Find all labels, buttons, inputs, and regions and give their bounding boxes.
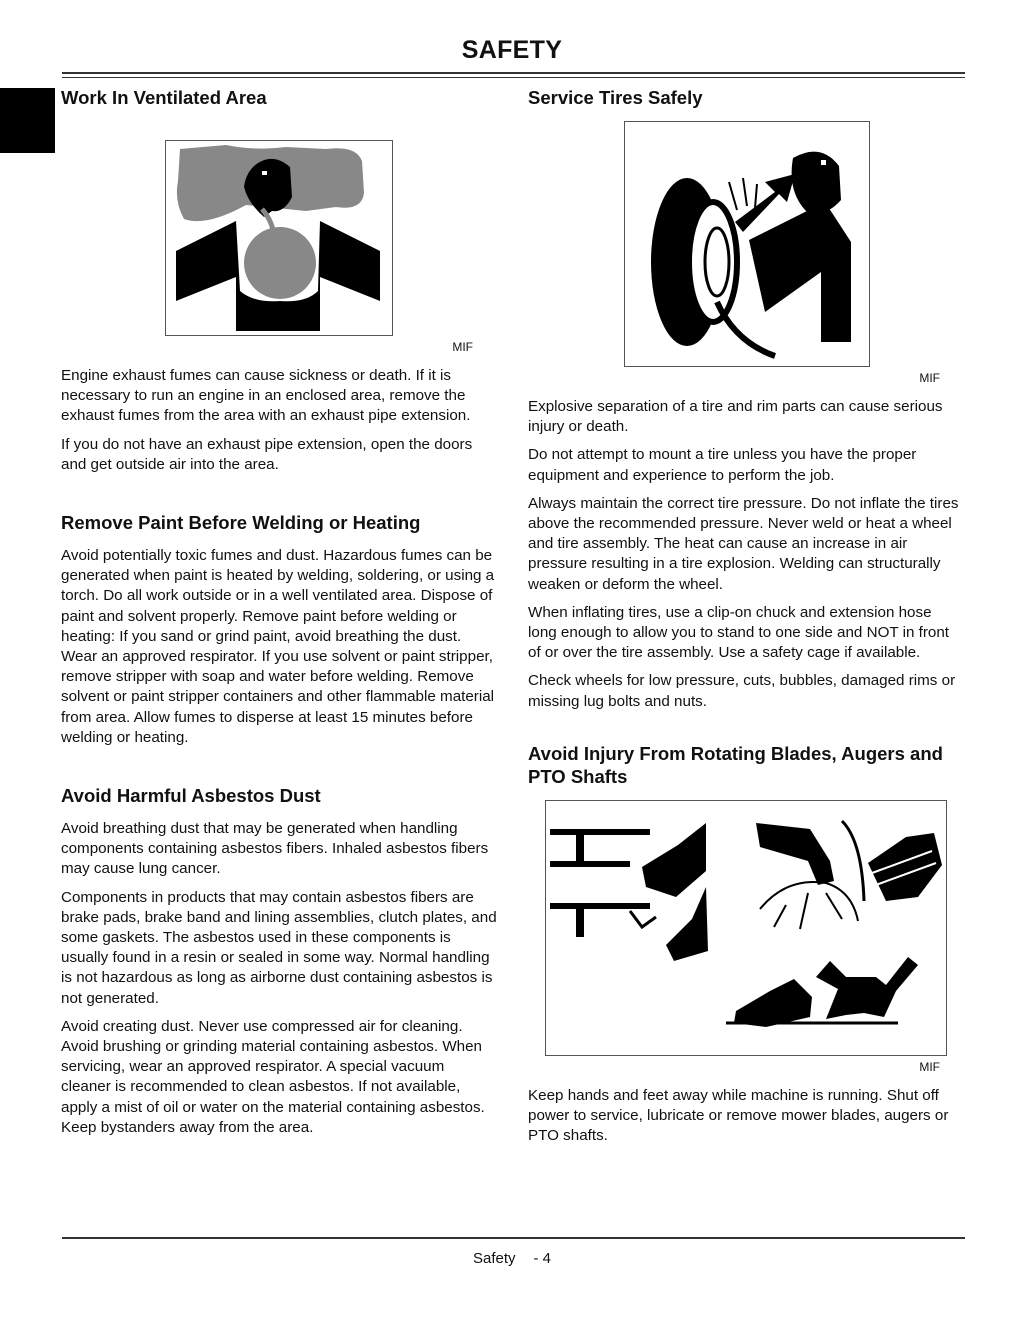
- left-column: [61, 86, 497, 1146]
- section-tab-marker: [0, 88, 55, 153]
- footer-section: Safety: [472, 1250, 516, 1267]
- paragraph: When inflating tires, use a clip-on chuck and extension hose long enough to allow you to stand to one side and NOT in front of or over the tire assembly. Use a safety cage if available.: [528, 603, 950, 662]
- tire-explosion-illustration: [624, 121, 870, 367]
- paragraph: Keep hands and feet away while machine is running. Shut off power to service, lubricate or remove mower blades, augers or PTO shafts.: [528, 1086, 949, 1145]
- paragraph: Do not attempt to mount a tire unless you have the proper equipment and experience to perform the job.: [528, 446, 917, 484]
- figure-code: MIF: [452, 340, 473, 354]
- right-column: [528, 86, 964, 1154]
- heading-remove-paint: Remove Paint Before Welding or Heating: [61, 512, 421, 534]
- paragraph: If you do not have an exhaust pipe extension, open the doors and get outside air into the area.: [61, 435, 473, 473]
- figure-code: MIF: [919, 371, 940, 385]
- heading-rotating-blades: Avoid Injury From Rotating Blades, Augers and PTO Shafts: [528, 742, 943, 787]
- footer-rule: [62, 1237, 965, 1239]
- page-footer: [0, 1250, 1024, 1267]
- heading-ventilated-area: Work In Ventilated Area: [61, 87, 267, 108]
- ventilation-illustration: [165, 140, 393, 336]
- page-number: - 4: [533, 1250, 552, 1267]
- header-rule-thin: [62, 77, 965, 78]
- paragraph: Avoid breathing dust that may be generated when handling components containing asbestos fibers. Inhaled asbestos fibers may cause lung cancer.: [61, 820, 489, 878]
- paragraph: Always maintain the correct tire pressure. Do not inflate the tires above the recommended pressure. Never weld or heat a wheel and tire assembly. The heat can cause an increase in air pressure resulting in a tire explosion. Welding can structurally weaken or deform the wheel.: [528, 494, 959, 593]
- heading-service-tires: Service Tires Safely: [528, 87, 703, 108]
- paragraph: Engine exhaust fumes can cause sickness or death. If it is necessary to run an engine in an enclosed area, remove the exhaust fumes from the area with an exhaust pipe extension.: [61, 367, 471, 425]
- paragraph: Check wheels for low pressure, cuts, bubbles, damaged rims or missing lug bolts and nuts.: [528, 672, 956, 710]
- paragraph: Explosive separation of a tire and rim parts can cause serious injury or death.: [528, 398, 943, 436]
- heading-asbestos-dust: Avoid Harmful Asbestos Dust: [61, 785, 321, 807]
- page-title: SAFETY: [461, 36, 563, 64]
- rotating-parts-illustration: [545, 800, 947, 1056]
- paragraph: Avoid potentially toxic fumes and dust. Hazardous fumes can be generated when paint is heated by welding, soldering, or using a torch. Do all work outside or in a well ventilated area. Dispose of paint and solvent properly. Remove paint before welding or heating: If you sand or grind paint, avoid breathing the dust. Wear an approved respirator. If you use solvent or paint stripper, remove stripper with soap and water before welding. Remove solvent or paint stripper containers and other flammable material from area. Allow fumes to disperse at least 15 minutes before welding or heating.: [61, 547, 495, 746]
- header-rule: [62, 72, 965, 74]
- figure-code: MIF: [919, 1059, 940, 1074]
- paragraph: Avoid creating dust. Never use compressed air for cleaning. Avoid brushing or grinding material containing asbestos. When servicing, wear an approved respirator. A special vacuum cleaner is recommended to clean asbestos. If not available, apply a mist of oil or water on the material containing asbestos. Keep bystanders away from the area.: [61, 1017, 485, 1136]
- paragraph: Components in products that may contain asbestos fibers are brake pads, brake band and lining assemblies, clutch plates, and some gaskets. The asbestos used in these components is usually found in a resin or sealed in some way. Normal handling is not hazardous as long as airborne dust containing asbestos is not generated.: [61, 888, 497, 1007]
